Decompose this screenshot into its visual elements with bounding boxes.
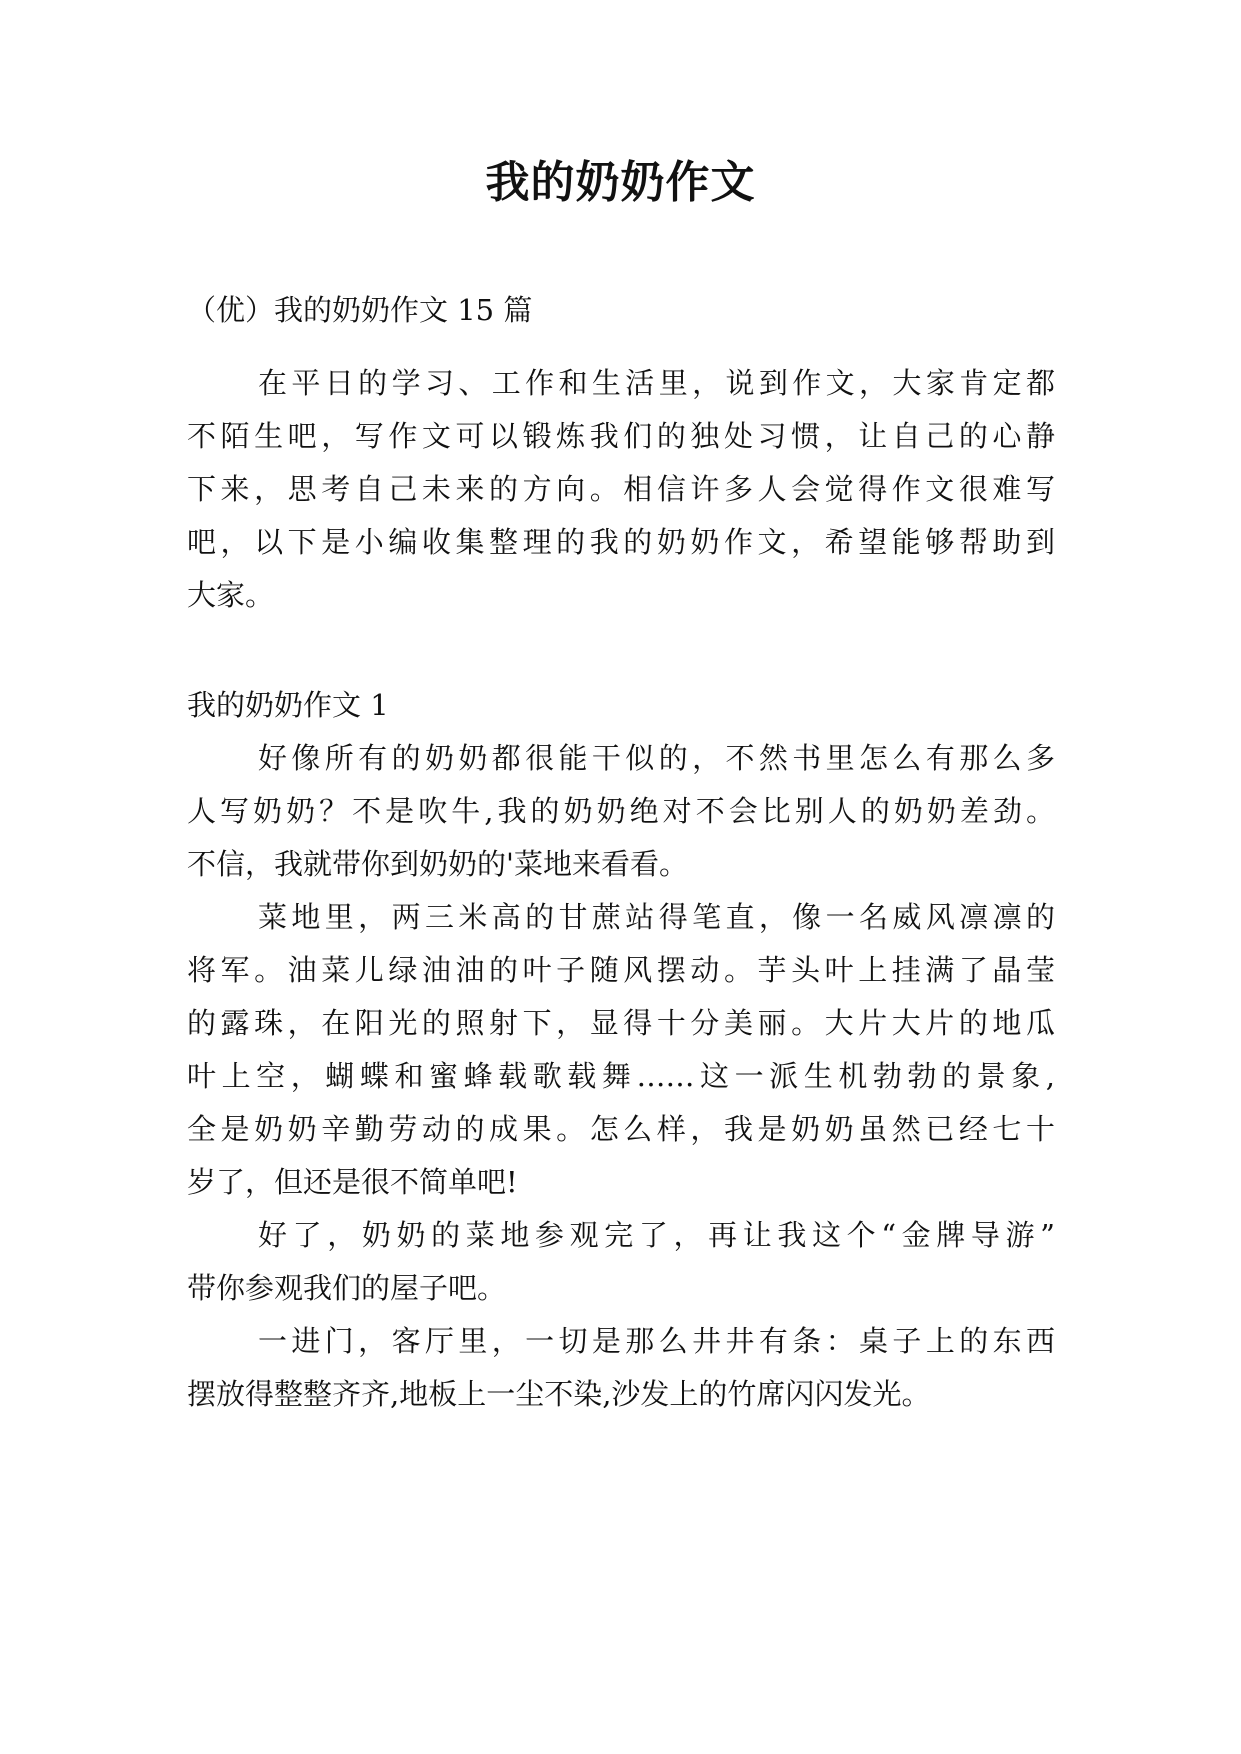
intro-line: 不陌生吧，写作文可以锻炼我们的独处习惯，让自己的心静	[187, 419, 1055, 453]
paragraph-line: 人写奶奶？不是吹牛,我的奶奶绝对不会比别人的奶奶差劲。	[187, 794, 1055, 828]
intro-line: 在平日的学习、工作和生活里，说到作文，大家肯定都	[258, 366, 1055, 400]
intro-line: 下来，思考自己未来的方向。相信许多人会觉得作文很难写	[187, 472, 1055, 506]
paragraph-line: 带你参观我们的屋子吧。	[187, 1271, 507, 1305]
paragraph-line: 不信，我就带你到奶奶的'菜地来看看。	[187, 847, 688, 881]
paragraph-line: 全是奶奶辛勤劳动的成果。怎么样，我是奶奶虽然已经七十	[187, 1112, 1055, 1146]
paragraph-line: 岁了，但还是很不简单吧!	[187, 1165, 518, 1199]
section-heading: 我的奶奶作文 1	[187, 688, 389, 722]
document-title: 我的奶奶作文	[485, 157, 756, 208]
paragraph-line: 的露珠，在阳光的照射下，显得十分美丽。大片大片的地瓜	[187, 1006, 1055, 1040]
paragraph-line: 将军。油菜儿绿油油的叶子随风摆动。芋头叶上挂满了晶莹	[187, 953, 1055, 987]
intro-line: 大家。	[187, 578, 275, 612]
document-subtitle: （优）我的奶奶作文 15 篇	[187, 293, 533, 327]
paragraph-line: 好像所有的奶奶都很能干似的，不然书里怎么有那么多	[258, 741, 1055, 775]
intro-line: 吧，以下是小编收集整理的我的奶奶作文，希望能够帮助到	[187, 525, 1055, 559]
paragraph-line: 好了，奶奶的菜地参观完了，再让我这个“金牌导游”	[258, 1218, 1055, 1252]
paragraph-line: 菜地里，两三米高的甘蔗站得笔直，像一名威风凛凛的	[258, 900, 1055, 934]
paragraph-line: 一进门，客厅里，一切是那么井井有条：桌子上的东西	[258, 1324, 1055, 1358]
paragraph-line: 摆放得整整齐齐,地板上一尘不染,沙发上的竹席闪闪发光。	[187, 1377, 931, 1411]
paragraph-line: 叶上空，蝴蝶和蜜蜂载歌载舞……这一派生机勃勃的景象,	[187, 1059, 1055, 1093]
